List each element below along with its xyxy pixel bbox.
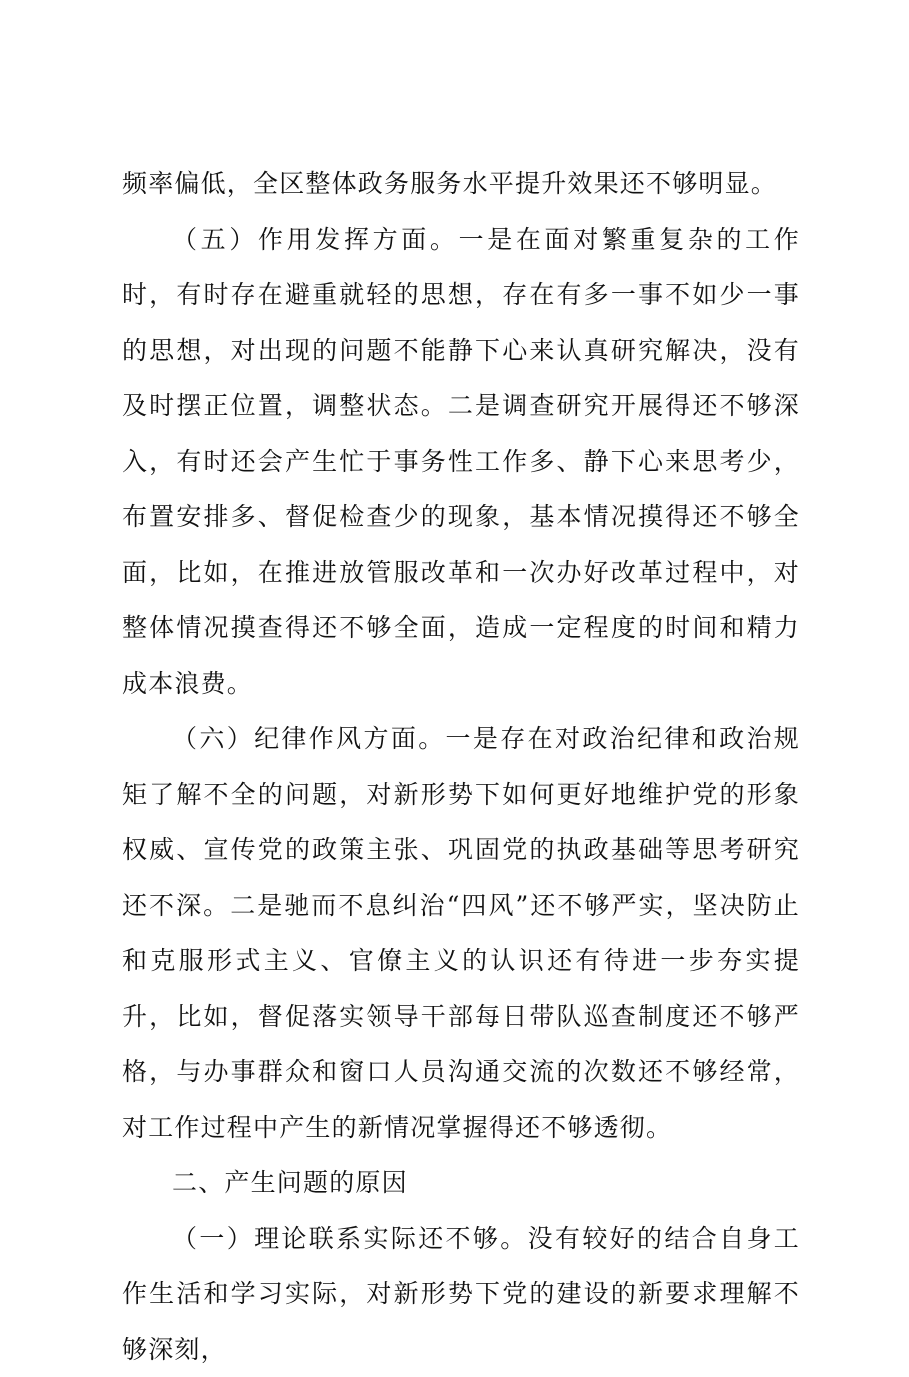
section-heading-causes: 二、产生问题的原因: [122, 1155, 800, 1211]
paragraph-section-six: （六）纪律作风方面。一是存在对政治纪律和政治规矩了解不全的问题，对新形势下如何更好地维护党的形象权威、宣传党的政策主张、巩固党的执政基础等思考研究还不深。二是驰而不息纠治“四风”还不够严实，坚决防止和克服形式主义、官僚主义的认识还有待进一步夯实提升，比如，督促落实领导干部每日带队巡查制度还不够严格，与办事群众和窗口人员沟通交流的次数还不够经常，对工作过程中产生的新情况掌握得还不够透彻。: [122, 711, 800, 1155]
paragraph-continuation: 频率偏低，全区整体政务服务水平提升效果还不够明显。: [122, 156, 800, 212]
document-body: [122, 156, 800, 1377]
paragraph-cause-one: （一）理论联系实际还不够。没有较好的结合自身工作生活和学习实际，对新形势下党的建设的新要求理解不够深刻，: [122, 1211, 800, 1377]
paragraph-section-five: （五）作用发挥方面。一是在面对繁重复杂的工作时，有时存在避重就轻的思想，存在有多一事不如少一事的思想，对出现的问题不能静下心来认真研究解决，没有及时摆正位置，调整状态。二是调查研究开展得还不够深入，有时还会产生忙于事务性工作多、静下心来思考少，布置安排多、督促检查少的现象，基本情况摸得还不够全面，比如，在推进放管服改革和一次办好改革过程中，对整体情况摸查得还不够全面，造成一定程度的时间和精力成本浪费。: [122, 212, 800, 712]
